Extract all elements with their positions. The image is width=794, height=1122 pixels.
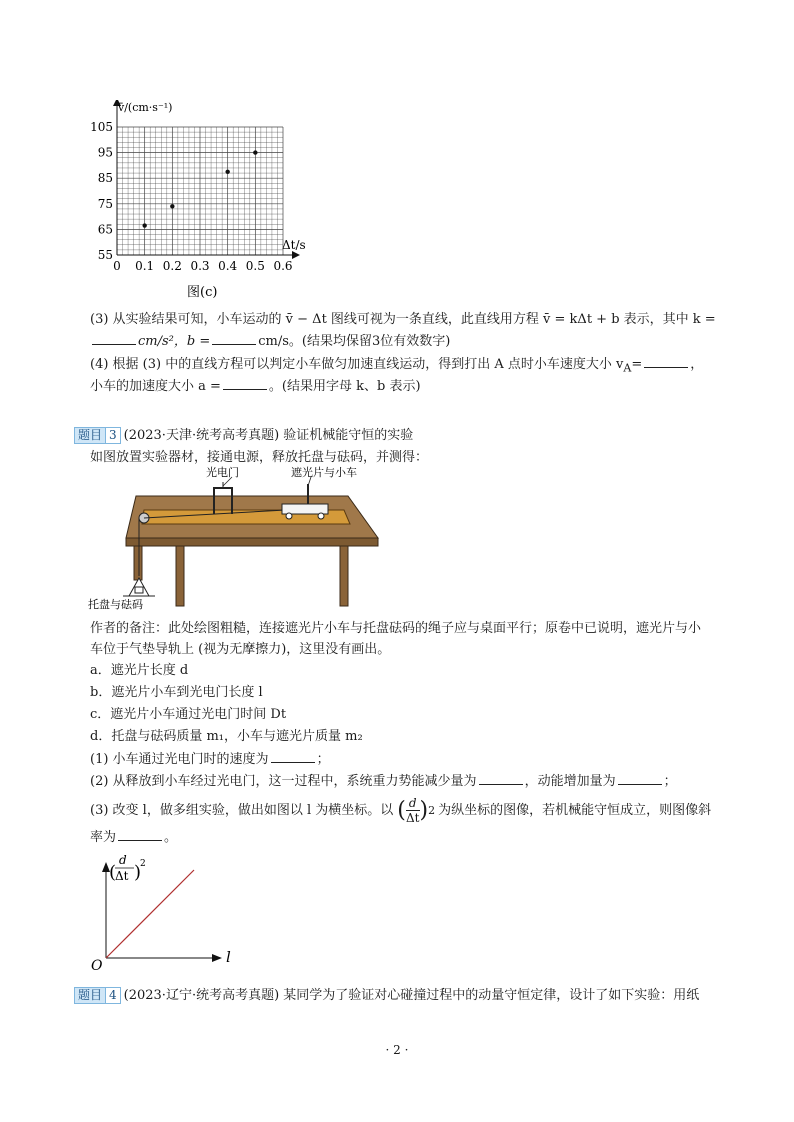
- slope-answer-blank[interactable]: [118, 828, 162, 841]
- q3-item-a: a．遮光片长度 d: [90, 663, 189, 678]
- q2-part4-line1: [90, 355, 703, 378]
- fraction-denominator: Δt: [405, 811, 420, 825]
- apparatus-figure: [86, 466, 386, 616]
- x-axis-label: Δt/s: [282, 238, 306, 252]
- data-point: [225, 170, 229, 174]
- cart: [282, 504, 328, 514]
- left-paren: (: [397, 797, 406, 823]
- y-axis-label: v̄/(cm·s⁻¹): [118, 101, 173, 114]
- graph-y-pow: 2: [140, 859, 146, 869]
- chart-grid: [117, 127, 283, 255]
- right-paren: ): [419, 797, 429, 823]
- y-tick-label: 65: [97, 222, 113, 237]
- q3-item-b: b．遮光片小车到光电门长度 l: [90, 685, 263, 700]
- k-answer-blank[interactable]: [92, 332, 136, 345]
- y-tick-labels: [90, 120, 113, 262]
- ke-answer-blank[interactable]: [618, 772, 662, 785]
- q2-part3-line1: [90, 311, 716, 329]
- q3-intro: 如图放置实验器材，接通电源，释放托盘与砝码，并测得：: [90, 450, 429, 465]
- pe-answer-blank[interactable]: [479, 772, 523, 785]
- q3-note-line1: 作者的备注：此处绘图粗糙，连接遮光片小车与托盘砝码的绳子应与桌面平行；原卷中已说明，遮光片与小: [90, 621, 702, 636]
- x-tick-label: 0.5: [245, 259, 265, 273]
- q3-sub3-text2: 为纵坐标的图像，若机械能守恒成立，则图像斜: [438, 802, 712, 818]
- table-leg: [134, 546, 142, 580]
- x-tick-label: 0.4: [218, 259, 238, 273]
- proportional-line: [106, 870, 194, 958]
- question-number: 4: [105, 987, 121, 1004]
- q3-header: [74, 427, 413, 445]
- tray-label: 托盘与砝码: [88, 598, 143, 611]
- a-text: 小车的加速度大小 a =: [90, 379, 221, 394]
- q3-sub2: [90, 772, 677, 791]
- q3-sub2-mid: ，动能增加量为: [524, 774, 616, 789]
- fraction-numerator: d: [406, 796, 420, 811]
- y-tick-label: 95: [97, 145, 113, 160]
- q3-sub3-text: (3) 改变 l，做多组实验，做出如图以 l 为横坐标。以: [90, 802, 394, 818]
- k-unit: cm/s²，b =: [138, 334, 211, 349]
- table-edge: [126, 538, 378, 546]
- x-tick-label: 0.3: [190, 259, 210, 273]
- q3-sub1-text: (1) 小车通过光电门时的速度为: [90, 752, 269, 767]
- photogate-label: 光电门: [206, 466, 239, 479]
- velocity-answer-blank[interactable]: [271, 750, 315, 763]
- chart-caption: 图(c): [187, 285, 218, 300]
- q3-sub3-line2: [90, 828, 177, 847]
- power: 2: [428, 803, 436, 817]
- q3-sub2-end: ；: [663, 774, 677, 789]
- origin-label: O: [91, 958, 103, 974]
- table-leg: [340, 546, 348, 606]
- x-tick-label: 0: [113, 259, 121, 273]
- graph-x-label: l: [226, 948, 231, 966]
- q3-sub3: [90, 796, 711, 825]
- q3-item-d: d．托盘与砝码质量 m₁，小车与遮光片质量 m₂: [90, 729, 363, 744]
- b-answer-blank[interactable]: [212, 332, 256, 345]
- x-tick-label: 0.2: [162, 259, 182, 273]
- table-leg: [176, 546, 184, 606]
- q2-part3-text: (3) 从实验结果可知，小车运动的 v̄ − Δt 图线可视为一条直线，此直线用方程 v̄ = kΔt + b 表示，其中 k =: [90, 312, 716, 327]
- data-point: [170, 204, 174, 208]
- y-tick-label: 85: [97, 171, 113, 186]
- q3-sub1: [90, 750, 330, 769]
- x-tick-label: 0.6: [273, 259, 293, 273]
- cart-label: 遮光片与小车: [291, 466, 357, 479]
- d-over-dt-squared-vs-l-graph: [86, 850, 246, 975]
- y-tick-label: 105: [90, 120, 113, 134]
- q3-sub2-text: (2) 从释放到小车经过光电门，这一过程中，系统重力势能减少量为: [90, 774, 477, 789]
- page-number: · 2 ·: [385, 1043, 409, 1057]
- q3-sub1-end: ；: [316, 752, 330, 767]
- va-subscript: A: [623, 361, 632, 375]
- q3-note-line2: 车位于气垫导轨上 (视为无摩擦力)，这里没有画出。: [90, 642, 391, 657]
- q2-part4-line2: [90, 377, 421, 396]
- slope-text: 率为: [90, 830, 117, 845]
- x-tick-labels: [113, 259, 292, 273]
- y-tick-label: 75: [97, 196, 113, 211]
- a-note: 。(结果用字母 k、b 表示): [268, 379, 421, 394]
- slope-end: 。: [164, 830, 178, 845]
- graph-y-paren-left: (: [109, 862, 117, 883]
- graph-y-num: d: [119, 853, 127, 867]
- fraction: [406, 796, 420, 825]
- data-point: [253, 150, 257, 154]
- velocity-time-chart: [82, 100, 312, 305]
- data-point: [142, 223, 146, 227]
- q3-source: (2023·天津·统考高考真题) 验证机械能守恒的实验: [123, 428, 414, 443]
- q2-part3-line2: [90, 332, 450, 351]
- q4-text: (2023·辽宁·统考高考真题) 某同学为了验证对心碰撞过程中的动量守恒定律，设计了如下实验：用纸: [123, 988, 700, 1003]
- va-tail: ，: [690, 357, 704, 372]
- question-tag: 题目: [74, 987, 106, 1004]
- graph-y-den: Δt: [115, 869, 129, 883]
- y-tick-label: 55: [97, 248, 113, 262]
- question-number: 3: [105, 427, 121, 444]
- q3-item-c: c．遮光片小车通过光电门时间 Dt: [90, 707, 287, 722]
- a-answer-blank[interactable]: [223, 377, 267, 390]
- q4-header: [74, 987, 699, 1005]
- question-tag: 题目: [74, 427, 106, 444]
- b-unit-note: cm/s。(结果均保留3位有效数字): [258, 334, 451, 349]
- va-equals: =: [631, 357, 643, 372]
- graph-y-paren-right: ): [134, 862, 142, 883]
- x-tick-label: 0.1: [135, 259, 155, 273]
- q2-part4-text: (4) 根据 (3) 中的直线方程可以判定小车做匀加速直线运动，得到打出 A 点时小车速度大小 v: [90, 357, 624, 372]
- va-answer-blank[interactable]: [644, 355, 688, 368]
